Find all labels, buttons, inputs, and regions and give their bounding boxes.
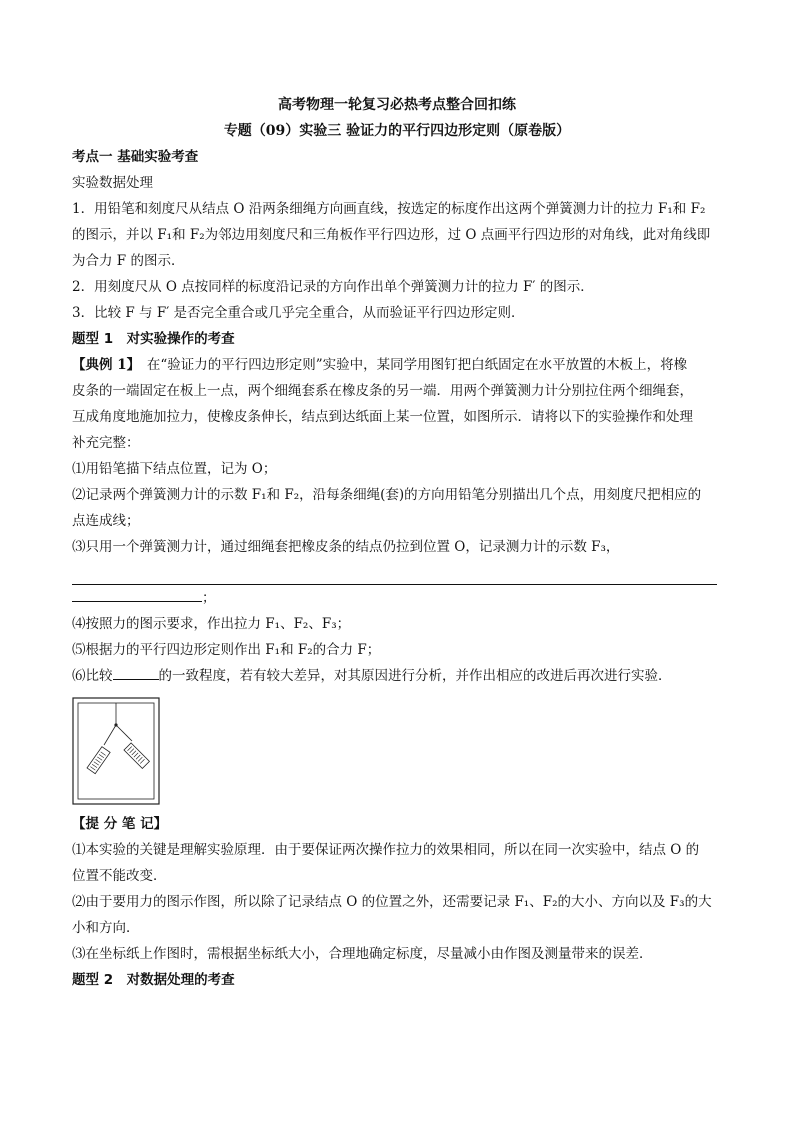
section1-p3: 3．比较 F 与 F′ 是否完全重合或几乎完全重合，从而验证平行四边形定则． bbox=[72, 305, 525, 321]
spring-scale-diagram bbox=[72, 697, 160, 805]
section1-p2: 2．用刻度尺从 O 点按同样的标度沿记录的方向作出单个弹簧测力计的拉力 F′ 的图示． bbox=[72, 279, 594, 295]
step2-line1: ⑵记录两个弹簧测力计的示数 F₁和 F₂，沿每条细绳(套)的方向用铅笔分别描出几个点，用刻度尺把相应的 bbox=[72, 487, 702, 503]
note1-line2: 位置不能改变． bbox=[72, 868, 167, 884]
example1-line4: 补充完整： bbox=[72, 435, 140, 451]
example1-label: 【典例 1】 bbox=[72, 357, 134, 373]
step6-prefix: ⑹比较 bbox=[72, 668, 113, 684]
example1-line2: 皮条的一端固定在板上一点，两个细绳套系在橡皮条的另一端．用两个弹簧测力计分别拉住两个细绳套， bbox=[72, 383, 693, 399]
step6-suffix: 的一致程度，若有较大差异，对其原因进行分析，并作出相应的改进后再次进行实验． bbox=[158, 668, 672, 684]
type2-heading: 题型 2 对数据处理的考查 bbox=[72, 972, 235, 988]
document-page bbox=[72, 92, 722, 993]
step4: ⑷按照力的图示要求，作出拉力 F₁、F₂、F₃； bbox=[72, 616, 351, 632]
step6-blank bbox=[113, 663, 159, 680]
experiment-figure bbox=[72, 697, 160, 805]
example1-line3: 互成角度地施加拉力，使橡皮条伸长，结点到达纸面上某一位置，如图所示．请将以下的实验操作和处理 bbox=[72, 409, 693, 425]
step2-line2: 点连成线； bbox=[72, 513, 140, 529]
step3-blank-line bbox=[72, 585, 722, 611]
step3-end: ； bbox=[202, 590, 216, 606]
note2-line2: 小和方向． bbox=[72, 920, 140, 936]
section1-p1-line3: 为合力 F 的图示． bbox=[72, 253, 185, 269]
step3: ⑶只用一个弹簧测力计，通过细绳套把橡皮条的结点仍拉到位置 O，记录测力计的示数 F₃， bbox=[72, 539, 620, 555]
step1: ⑴用铅笔描下结点位置，记为 O； bbox=[72, 461, 277, 477]
section1-subheading: 实验数据处理 bbox=[72, 175, 153, 191]
type1-heading: 题型 1 对实验操作的考查 bbox=[72, 331, 235, 347]
notes-heading: 【提 分 笔 记】 bbox=[72, 816, 168, 832]
step6 bbox=[72, 663, 722, 689]
doc-title-line1: 高考物理一轮复习必热考点整合回扣练 bbox=[278, 97, 516, 113]
answer-blank-line-short bbox=[72, 585, 202, 602]
section1-p1-line1: 1．用铅笔和刻度尺从结点 O 沿两条细绳方向画直线，按选定的标度作出这两个弹簧测力计的拉力 F₁和 F₂ bbox=[72, 201, 706, 217]
answer-blank-line-full bbox=[72, 560, 717, 585]
example1-line1 bbox=[72, 352, 722, 378]
section1-heading: 考点一 基础实验考查 bbox=[72, 149, 199, 165]
step5: ⑸根据力的平行四边形定则作出 F₁和 F₂的合力 F； bbox=[72, 642, 381, 658]
doc-title-line2: 专题（09）实验三 验证力的平行四边形定则（原卷版） bbox=[223, 123, 571, 139]
note1-line1: ⑴本实验的关键是理解实验原理．由于要保证两次操作拉力的效果相同，所以在同一次实验中，结点 O 的 bbox=[72, 842, 700, 858]
example1-text-a: 在“验证力的平行四边形定则”实验中，某同学用图钉把白纸固定在水平放置的木板上，将橡 bbox=[133, 357, 688, 373]
note2-line1: ⑵由于要用力的图示作图，所以除了记录结点 O 的位置之外，还需要记录 F₁、F₂的大小、方向以及 F₃的大 bbox=[72, 894, 712, 910]
section1-p1-line2: 的图示，并以 F₁和 F₂为邻边用刻度尺和三角板作平行四边形，过 O 点画平行四边形的对角线，此对角线即 bbox=[72, 227, 711, 243]
note3: ⑶在坐标纸上作图时，需根据坐标纸大小，合理地确定标度，尽量减小由作图及测量带来的误差． bbox=[72, 946, 653, 962]
